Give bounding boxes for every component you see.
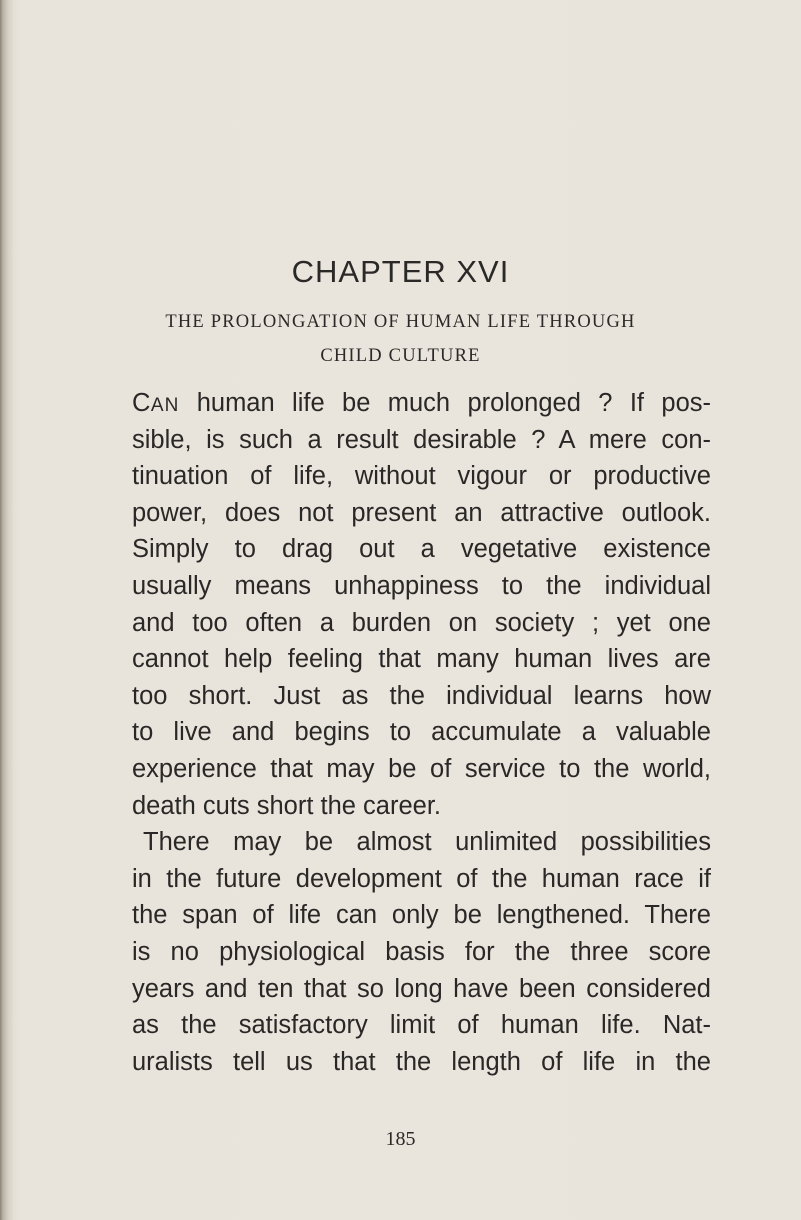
paragraph-1-line: too short. Just as the individual learns how — [132, 681, 711, 710]
page-gutter-shadow — [0, 0, 14, 1220]
paragraph-2-line: in the future development of the human race if — [132, 864, 711, 893]
chapter-subtitle-line-1: THE PROLONGATION OF HUMAN LIFE THROUGH — [165, 312, 636, 332]
page-number: 185 — [385, 1128, 416, 1150]
paragraph-1-line: usually means unhappiness to the individual — [132, 571, 711, 600]
opening-small-caps: AN — [150, 395, 180, 416]
paragraph-2-line: the span of life can only be lengthened. There — [132, 901, 711, 930]
opening-capital: C — [132, 389, 151, 417]
paragraph-2-line: uralists tell us that the length of life in the — [132, 1047, 711, 1076]
paragraph-2-line: years and ten that so long have been considered — [132, 974, 711, 1003]
paragraph-1-line: tinuation of life, without vigour or productive — [132, 462, 711, 491]
paragraph-1-line: experience that may be of service to the world, — [132, 754, 711, 783]
paragraph-1-line-1-text: human life be much prolonged ? If pos- — [179, 389, 711, 417]
chapter-subtitle-line-2: CHILD CULTURE — [320, 346, 481, 366]
paragraph-1-line-1 — [132, 385, 711, 422]
paragraph-1-line: death cuts short the career. — [132, 791, 442, 820]
paragraph-1-line: sible, is such a result desirable ? A mere con- — [132, 425, 711, 454]
paragraph-1-line: power, does not present an attractive outlook. — [132, 498, 711, 527]
paragraph-1-line: Simply to drag out a vegetative existence — [132, 535, 711, 564]
paragraph-1-line: to live and begins to accumulate a valuable — [132, 718, 711, 747]
paragraph-1-line: and too often a burden on society ; yet one — [132, 608, 711, 637]
paragraph-2-line: as the satisfactory limit of human life. Nat- — [132, 1011, 711, 1040]
body-text — [132, 385, 711, 1080]
chapter-title: CHAPTER XVI — [291, 254, 510, 289]
paragraph-2-line: There may be almost unlimited possibilities — [143, 828, 711, 857]
paragraph-2-line: is no physiological basis for the three score — [132, 937, 711, 966]
paragraph-1-line: cannot help feeling that many human lives are — [132, 645, 711, 674]
